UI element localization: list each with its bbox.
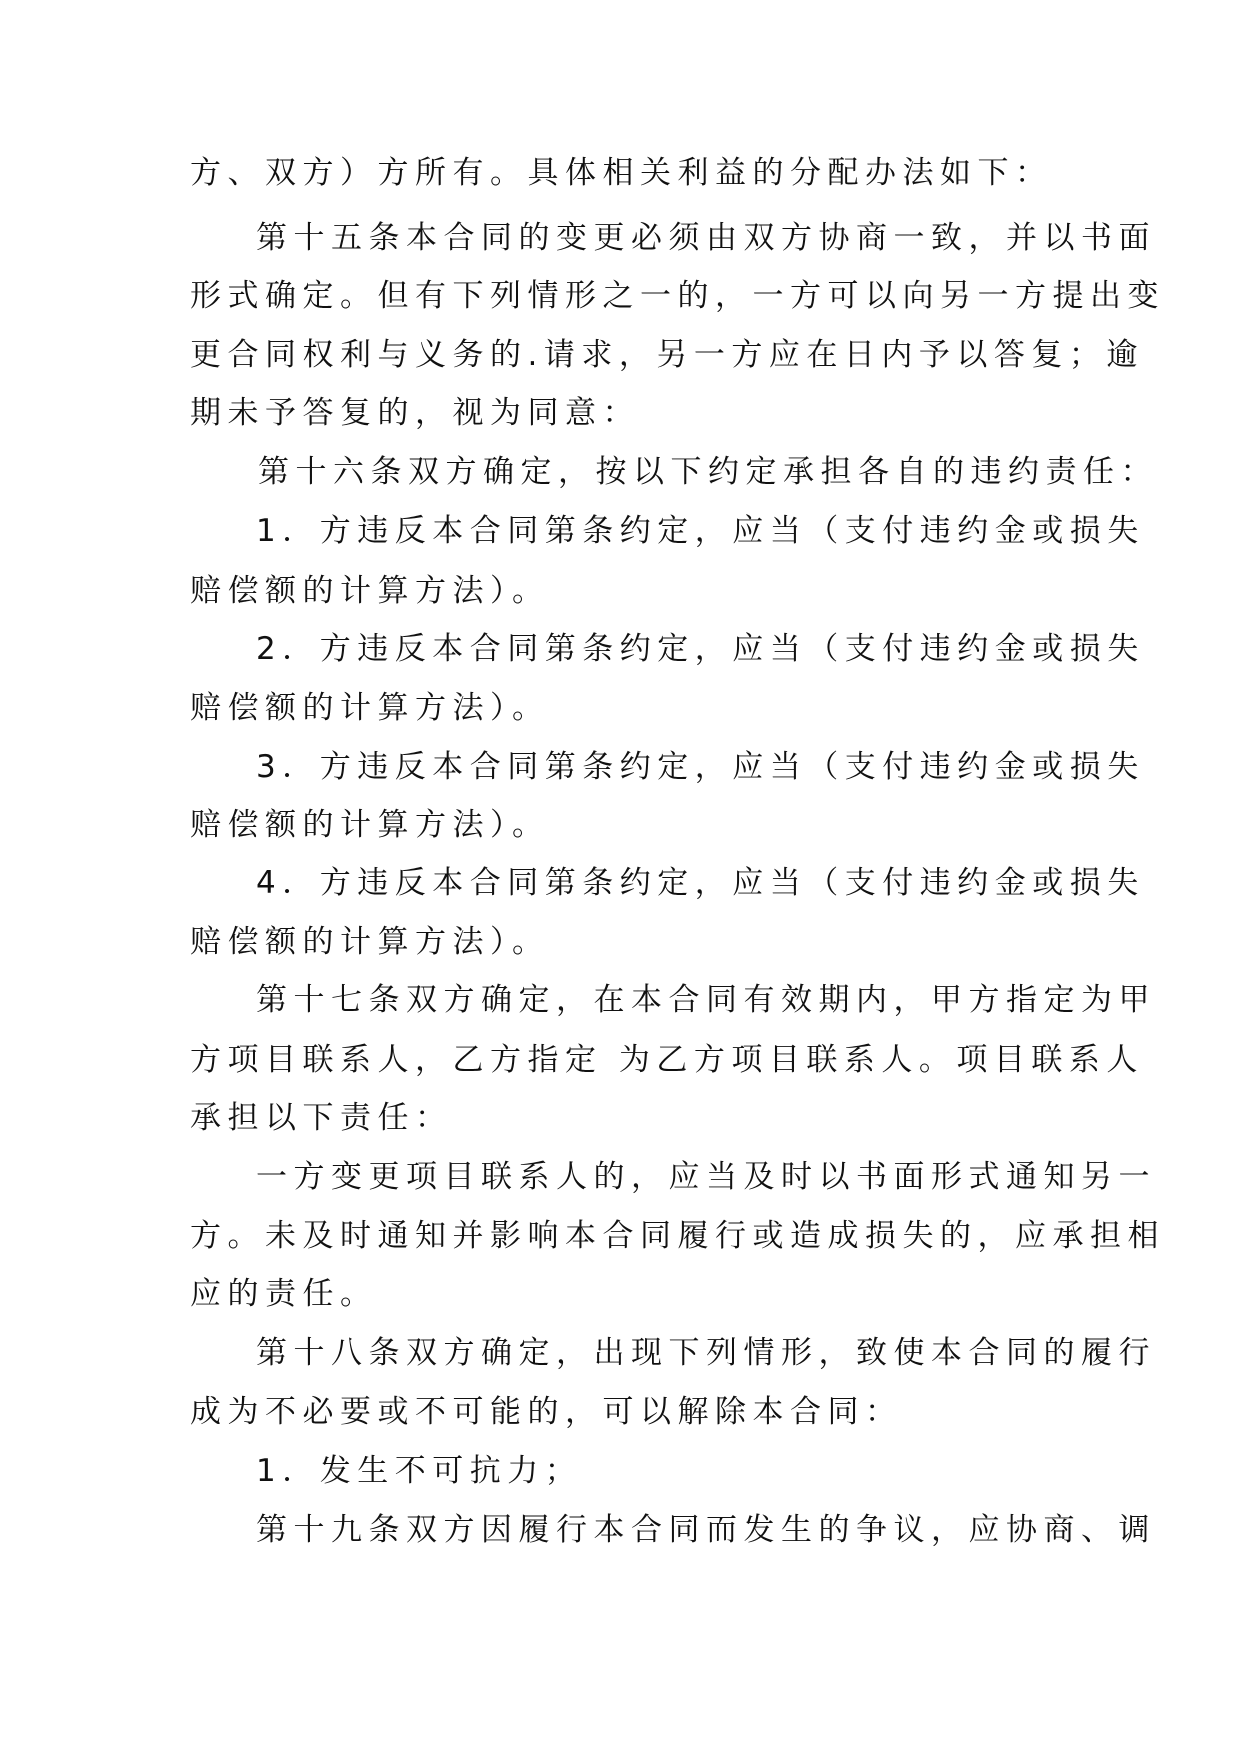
text-line: 成为不必要或不可能的，可以解除本合同： — [190, 1394, 903, 1430]
text-line: 方。未及时通知并影响本合同履行或造成损失的，应承担相 — [190, 1218, 1165, 1254]
text-line: 方项目联系人，乙方指定 为乙方项目联系人。项目联系人 — [190, 1042, 1144, 1078]
text-line: 赔偿额的计算方法）。 — [190, 690, 550, 726]
text-line: 4．方违反本合同第条约定，应当（支付违约金或损失 — [256, 865, 1145, 901]
text-line: 承担以下责任： — [190, 1100, 453, 1136]
text-line: 赔偿额的计算方法）。 — [190, 573, 550, 609]
text-line: 第十八条双方确定，出现下列情形，致使本合同的履行 — [256, 1335, 1156, 1371]
text-line: 形式确定。但有下列情形之一的，一方可以向另一方提出变 — [190, 278, 1165, 314]
text-line: 第十五条本合同的变更必须由双方协商一致，并以书面 — [256, 220, 1156, 256]
text-line: 赔偿额的计算方法）。 — [190, 924, 550, 960]
text-line: 赔偿额的计算方法）。 — [190, 807, 550, 843]
text-line: 第十九条双方因履行本合同而发生的争议，应协商、调 — [256, 1512, 1156, 1548]
text-line: 3．方违反本合同第条约定，应当（支付违约金或损失 — [256, 749, 1145, 785]
text-line: 期未予答复的，视为同意： — [190, 395, 640, 431]
text-line: 更合同权利与义务的.请求，另一方应在日内予以答复；逾 — [190, 337, 1144, 373]
text-line: 第十六条双方确定，按以下约定承担各自的违约责任： — [258, 454, 1158, 490]
text-line: 1．方违反本合同第条约定，应当（支付违约金或损失 — [256, 513, 1145, 549]
text-line: 一方变更项目联系人的，应当及时以书面形式通知另一 — [256, 1159, 1156, 1195]
text-line: 第十七条双方确定，在本合同有效期内，甲方指定为甲 — [256, 982, 1156, 1018]
text-line: 1．发生不可抗力； — [256, 1453, 583, 1489]
text-line: 2．方违反本合同第条约定，应当（支付违约金或损失 — [256, 631, 1145, 667]
text-line: 应的责任。 — [190, 1276, 378, 1312]
text-line: 方、双方）方所有。具体相关利益的分配办法如下： — [190, 155, 1053, 191]
